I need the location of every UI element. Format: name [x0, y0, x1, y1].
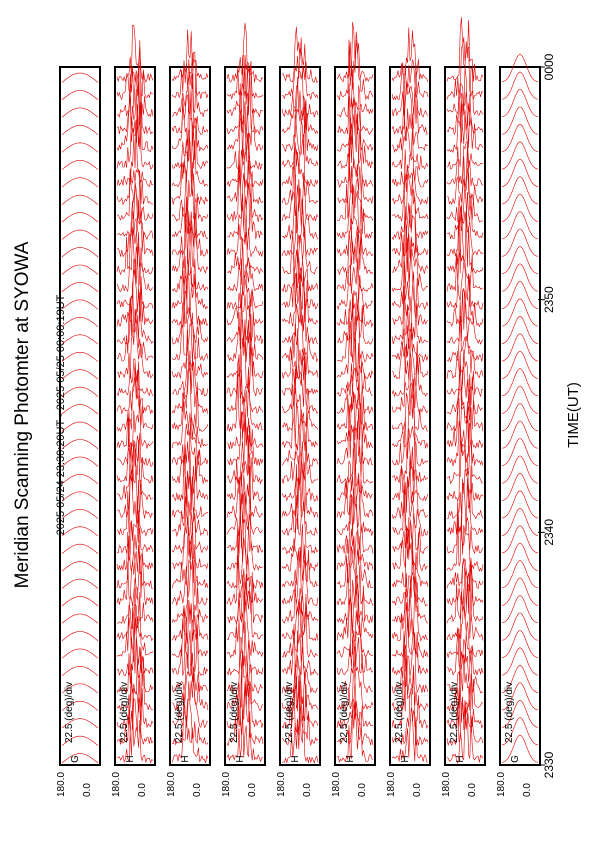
scan-sweep: [502, 421, 538, 448]
scan-sweep: [282, 413, 318, 466]
scan-sweep: [117, 395, 153, 448]
y-tick-label-180: 180.0: [331, 771, 342, 797]
scan-sweep: [62, 474, 98, 483]
scan-sweep: [62, 405, 98, 414]
scan-sweep: [447, 351, 483, 414]
scan-sweep: [337, 489, 373, 554]
scan-sweep: [172, 162, 208, 222]
scan-sweep: [62, 335, 98, 344]
scan-sweep: [62, 527, 98, 536]
scan-sweep: [502, 89, 538, 116]
panel-frame: [390, 67, 430, 765]
scan-sweep: [117, 578, 153, 624]
scan-sweep: [62, 265, 98, 274]
scan-sweep: [62, 213, 98, 223]
scan-sweep: [447, 275, 483, 326]
scan-sweep: [502, 124, 538, 151]
scan-sweep: [392, 383, 428, 431]
scan-sweep: [502, 264, 538, 291]
panel-6: [331, 22, 375, 797]
scan-sweep: [337, 443, 373, 500]
panel-7: [386, 28, 430, 798]
scan-sweep: [282, 397, 318, 448]
channel-label: H: [125, 755, 136, 763]
scan-sweep: [227, 258, 263, 309]
scan-sweep: [502, 596, 538, 623]
scan-sweep: [392, 617, 428, 675]
scan-sweep: [282, 27, 318, 83]
scan-sweep: [62, 422, 98, 431]
scan-sweep: [502, 438, 538, 465]
channel-label: H: [345, 755, 356, 763]
scan-sweep: [117, 253, 153, 308]
scan-sweep: [337, 22, 373, 82]
scan-sweep: [62, 387, 98, 397]
y-tick-label-0: 0.0: [522, 783, 533, 797]
scan-sweep: [447, 90, 483, 152]
scan-sweep: [337, 69, 373, 117]
x-tick-label: 2340: [542, 518, 556, 546]
scan-sweep: [502, 281, 538, 308]
y-tick-label-180: 180.0: [496, 771, 507, 797]
scan-sweep: [227, 621, 263, 675]
scan-sweep: [337, 113, 373, 168]
scale-label: 22.5 (deg)/div: [174, 681, 185, 743]
scan-sweep: [62, 440, 98, 449]
y-tick-label-0: 0.0: [467, 783, 478, 797]
scan-sweep: [62, 91, 98, 100]
scan-sweep: [502, 473, 538, 500]
scan-sweep: [502, 561, 538, 588]
scan-sweep: [62, 195, 98, 204]
scan-sweep: [282, 77, 318, 134]
scan-sweep: [62, 370, 98, 379]
scan-sweep: [62, 614, 98, 623]
scan-sweep: [502, 107, 538, 134]
scan-sweep: [62, 509, 98, 518]
panel-2: [111, 25, 155, 797]
scan-sweep: [337, 258, 373, 309]
y-tick-label-180: 180.0: [221, 771, 232, 797]
scan-sweep: [282, 100, 318, 152]
channel-label: H: [290, 755, 301, 763]
scale-label: 22.5 (deg)/div: [394, 681, 405, 743]
scan-sweep: [502, 72, 538, 99]
scan-sweep: [502, 194, 538, 221]
panel-group: [56, 17, 540, 797]
scan-sweep: [62, 666, 98, 676]
scan-sweep: [392, 83, 428, 134]
scan-sweep: [502, 613, 538, 640]
scan-sweep: [62, 230, 98, 239]
scale-label: 22.5 (deg)/div: [229, 681, 240, 743]
y-tick-label-180: 180.0: [441, 771, 452, 797]
scan-sweep: [502, 369, 538, 396]
chart-title: Meridian Scanning Photomter at SYOWA: [12, 241, 33, 589]
scan-sweep: [62, 160, 98, 169]
scan-sweep: [337, 184, 373, 239]
scan-sweep: [502, 142, 538, 169]
scan-sweep: [172, 617, 208, 676]
scan-sweep: [502, 386, 538, 413]
scan-sweep: [227, 239, 263, 292]
scan-sweep: [227, 354, 263, 413]
y-tick-label-180: 180.0: [276, 771, 287, 797]
scan-sweep: [172, 53, 208, 117]
scan-sweep: [392, 465, 428, 500]
panel-4: [221, 23, 265, 797]
scan-sweep: [117, 170, 153, 221]
scan-sweep: [172, 125, 208, 187]
scan-sweep: [392, 602, 428, 658]
scan-sweep: [282, 356, 318, 413]
panel-frame: [500, 67, 540, 765]
scan-sweep: [392, 205, 428, 255]
y-tick-label-180: 180.0: [56, 771, 67, 797]
y-tick-label-0: 0.0: [137, 783, 148, 797]
scan-sweep: [117, 182, 153, 240]
scan-sweep: [227, 108, 263, 169]
scan-sweep: [282, 502, 318, 554]
panel-frame: [115, 67, 155, 765]
scan-sweep: [392, 93, 428, 152]
scan-sweep: [117, 411, 153, 467]
scan-sweep: [502, 316, 538, 343]
scan-sweep: [62, 282, 98, 292]
scale-label: 22.5 (deg)/div: [504, 681, 515, 743]
scan-sweep: [502, 526, 538, 553]
scan-sweep: [227, 408, 263, 466]
channel-label: H: [455, 755, 466, 763]
scan-sweep: [392, 455, 428, 518]
scan-sweep: [502, 177, 538, 204]
scan-sweep: [447, 100, 483, 169]
scan-sweep: [172, 350, 208, 414]
scan-sweep: [172, 451, 208, 501]
y-tick-label-180: 180.0: [386, 771, 397, 797]
scan-sweep: [62, 143, 98, 153]
date-range: 2025 05/24 23:30:20UT - 2025 05/25 00:00:19UT: [55, 294, 67, 536]
scan-sweep: [227, 160, 263, 222]
scan-sweep: [447, 466, 483, 519]
scan-sweep: [502, 159, 538, 186]
scan-sweep: [227, 519, 263, 588]
x-tick-label: 2350: [542, 286, 556, 314]
scan-sweep: [117, 25, 153, 82]
y-tick-label-180: 180.0: [166, 771, 177, 797]
scan-sweep: [62, 178, 98, 187]
scan-sweep: [502, 508, 538, 535]
scan-sweep: [227, 338, 263, 397]
scan-sweep: [117, 40, 153, 99]
scan-sweep: [502, 334, 538, 361]
scan-sweep: [62, 248, 98, 258]
scale-label: 22.5 (deg)/div: [119, 681, 130, 743]
scan-sweep: [282, 248, 318, 309]
channel-label: G: [70, 755, 81, 763]
scan-sweep: [447, 147, 483, 204]
scale-label: 22.5 (deg)/div: [449, 681, 460, 743]
scan-sweep: [227, 183, 263, 240]
scan-sweep: [447, 478, 483, 535]
scan-sweep: [227, 555, 263, 605]
scan-sweep: [502, 404, 538, 431]
channel-label: H: [400, 755, 411, 763]
scan-sweep: [282, 547, 318, 605]
scan-sweep: [62, 562, 98, 571]
y-tick-label-0: 0.0: [302, 783, 313, 797]
scan-sweep: [62, 649, 98, 658]
scan-sweep: [117, 465, 153, 518]
scan-sweep: [502, 212, 538, 239]
scan-sweep: [392, 235, 428, 292]
scan-sweep: [62, 352, 98, 362]
panel-frame: [280, 67, 320, 765]
scan-sweep: [172, 486, 208, 536]
x-axis-label: TIME(UT): [565, 382, 582, 448]
scan-sweep: [447, 390, 483, 448]
scan-sweep: [227, 295, 263, 344]
scale-label: 22.5 (deg)/div: [284, 681, 295, 743]
scan-sweep: [62, 597, 98, 607]
scan-sweep: [62, 492, 98, 502]
scan-sweep: [502, 491, 538, 518]
scan-sweep: [502, 578, 538, 605]
scan-sweep: [392, 271, 428, 325]
scan-sweep: [502, 229, 538, 256]
scan-sweep: [337, 40, 373, 100]
scan-sweep: [282, 328, 318, 378]
panel-9: [496, 55, 540, 798]
scan-sweep: [392, 173, 428, 221]
scan-sweep: [172, 52, 208, 99]
panel-3: [166, 30, 210, 798]
scan-sweep: [62, 108, 98, 118]
scan-sweep: [337, 383, 373, 448]
scan-sweep: [392, 286, 428, 344]
panel-5: [276, 27, 320, 797]
y-tick-label-0: 0.0: [412, 783, 423, 797]
scan-sweep: [447, 290, 483, 344]
scan-sweep: [62, 631, 98, 641]
scan-sweep: [502, 543, 538, 570]
scan-sweep: [502, 456, 538, 483]
y-tick-label-0: 0.0: [247, 783, 258, 797]
y-tick-label-180: 180.0: [111, 771, 122, 797]
scan-sweep: [392, 189, 428, 239]
scan-sweep: [502, 299, 538, 326]
scan-sweep: [282, 173, 318, 222]
panel-8: [441, 17, 485, 797]
scan-sweep: [502, 351, 538, 378]
scan-sweep: [62, 300, 98, 309]
scan-sweep: [502, 247, 538, 274]
channel-label: H: [235, 755, 246, 763]
y-tick-label-0: 0.0: [82, 783, 93, 797]
scan-sweep: [392, 352, 428, 414]
scan-sweep: [392, 389, 428, 449]
channel-label: H: [180, 755, 191, 763]
scan-sweep: [502, 55, 538, 82]
scale-label: 22.5 (deg)/div: [339, 681, 350, 743]
scan-sweep: [117, 64, 153, 117]
scan-sweep: [447, 514, 483, 571]
scan-sweep: [117, 200, 153, 257]
scan-sweep: [172, 368, 208, 431]
scan-sweep: [172, 601, 208, 658]
scan-sweep: [337, 86, 373, 152]
scan-sweep: [502, 630, 538, 657]
y-tick-label-0: 0.0: [192, 783, 203, 797]
scan-sweep: [337, 166, 373, 221]
y-tick-label-0: 0.0: [357, 783, 368, 797]
scan-sweep: [227, 421, 263, 484]
scan-sweep: [62, 317, 98, 327]
scan-sweep: [62, 125, 98, 134]
scan-sweep: [62, 544, 98, 553]
x-tick-label: 2330: [542, 751, 556, 779]
scan-sweep: [62, 457, 98, 467]
scan-sweep: [172, 249, 208, 309]
scan-sweep: [172, 517, 208, 569]
x-tick-label: 0000: [542, 53, 556, 81]
scan-sweep: [282, 460, 318, 501]
scan-sweep: [62, 73, 98, 83]
scan-sweep: [62, 579, 98, 588]
scan-sweep: [172, 291, 208, 344]
channel-label: G: [510, 755, 521, 763]
scan-sweep: [502, 648, 538, 675]
scan-sweep: [282, 134, 318, 187]
scan-sweep: [117, 219, 153, 275]
scan-sweep: [227, 264, 263, 326]
scale-label: 22.5 (deg)/div: [64, 681, 75, 743]
scan-sweep: [337, 230, 373, 291]
scan-sweep: [117, 269, 153, 326]
scan-sweep: [392, 28, 428, 82]
scan-sweep: [282, 282, 318, 344]
